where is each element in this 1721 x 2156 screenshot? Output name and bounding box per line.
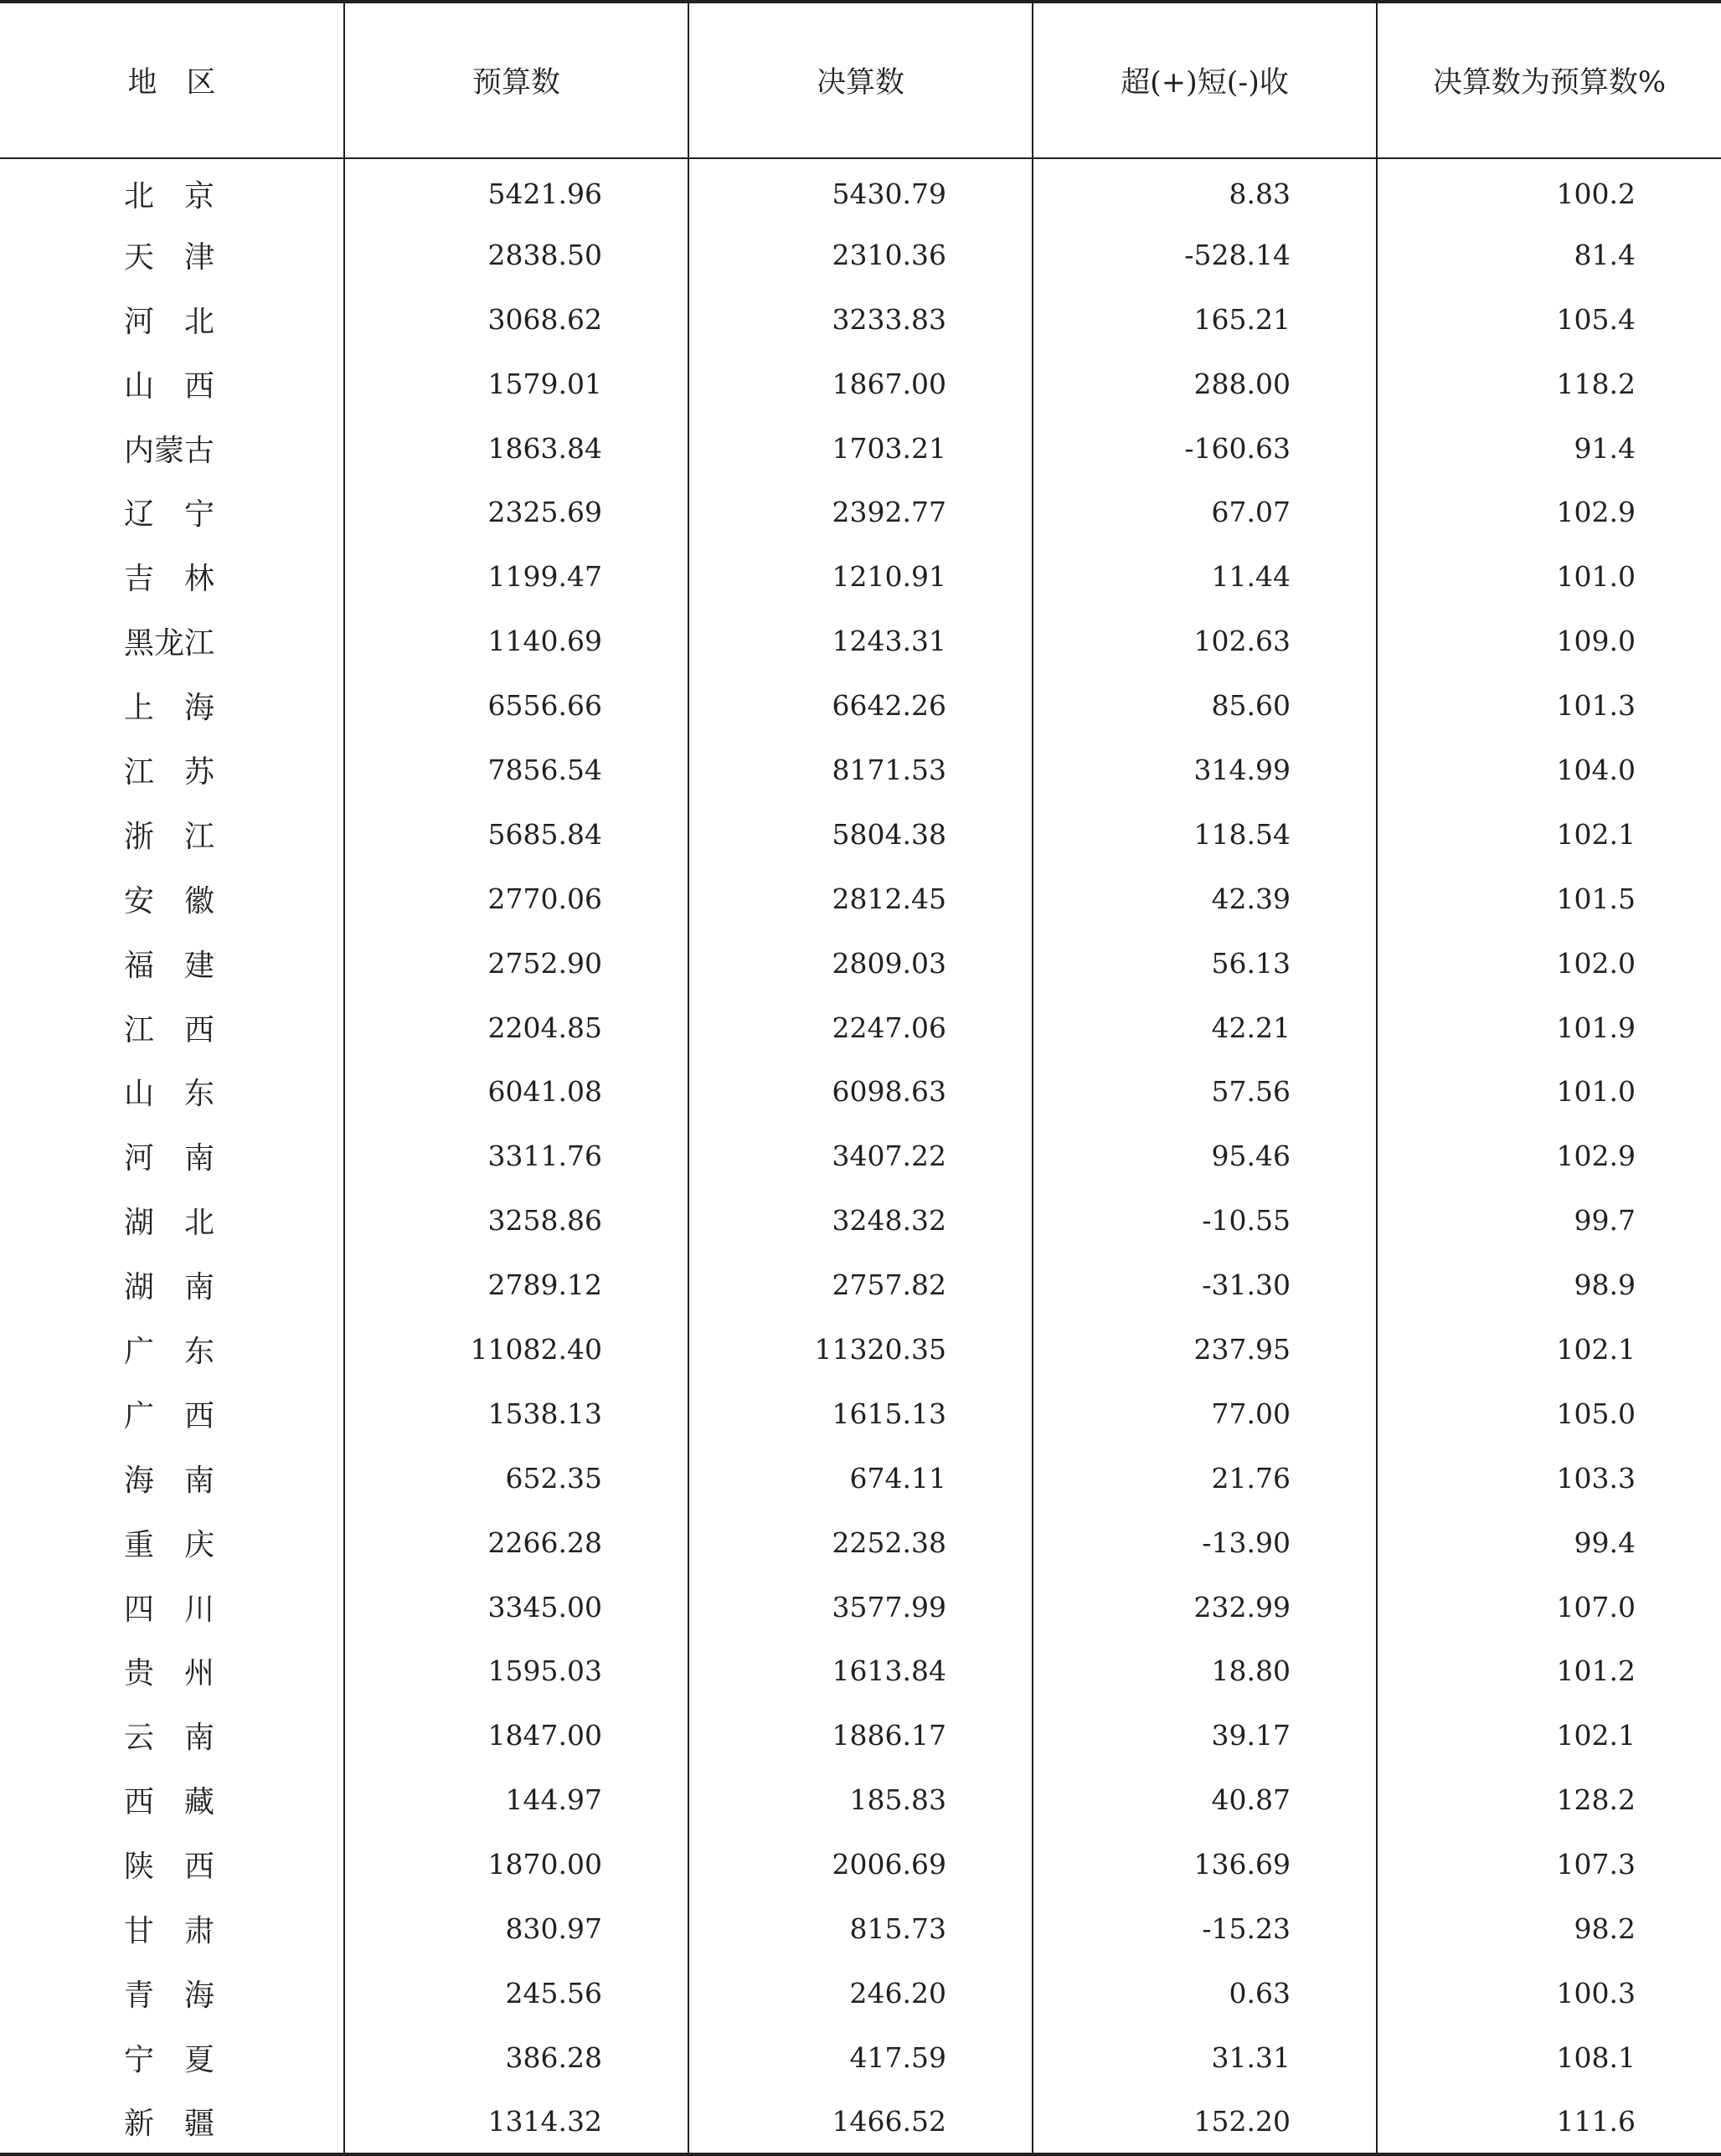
cell-final-pct: 107.0 xyxy=(1556,1590,1636,1623)
cell-final-pct: 101.3 xyxy=(1556,689,1636,723)
table-row xyxy=(0,673,1721,738)
cell-over-short: 8.83 xyxy=(1033,158,1377,223)
table-row xyxy=(0,1253,1721,1317)
cell-budget: 5685.84 xyxy=(344,802,688,867)
cell-budget: 11082.40 xyxy=(344,1317,688,1382)
table-row xyxy=(0,609,1721,673)
cell-final-pct: 104.0 xyxy=(1556,753,1636,786)
cell-budget: 144.97 xyxy=(344,1768,688,1832)
cell-final-pct: 109.0 xyxy=(1556,625,1636,658)
cell-over-short: 136.69 xyxy=(1033,1832,1377,1896)
cell-final-pct: 108.1 xyxy=(1556,2040,1636,2074)
cell-region: 云 南 xyxy=(0,1703,344,1768)
header-budget: 预算数 xyxy=(344,2,688,158)
cell-region: 青 海 xyxy=(0,1961,344,2025)
cell-final: 8171.53 xyxy=(688,738,1033,802)
cell-final: 6098.63 xyxy=(688,1059,1033,1124)
cell-region: 河 北 xyxy=(0,287,344,352)
cell-final: 1466.52 xyxy=(688,2090,1033,2154)
cell-region: 海 南 xyxy=(0,1446,344,1510)
cell-final: 3233.83 xyxy=(688,287,1033,352)
cell-final-pct: 98.9 xyxy=(1574,1268,1636,1302)
cell-budget: 1199.47 xyxy=(344,544,688,609)
table-body xyxy=(0,158,1721,2154)
cell-final: 815.73 xyxy=(688,1896,1033,1961)
cell-region: 广 西 xyxy=(0,1382,344,1446)
cell-region: 宁 夏 xyxy=(0,2025,344,2090)
cell-over-short: 56.13 xyxy=(1033,931,1377,996)
cell-region: 黑龙江 xyxy=(0,609,344,673)
cell-region: 贵 州 xyxy=(0,1639,344,1703)
table-row xyxy=(0,1703,1721,1768)
cell-over-short: 57.56 xyxy=(1033,1059,1377,1124)
table-row xyxy=(0,1896,1721,1961)
cell-final-pct: 101.9 xyxy=(1556,1011,1636,1044)
cell-region: 四 川 xyxy=(0,1575,344,1639)
cell-final-pct: 101.0 xyxy=(1556,560,1636,594)
cell-region: 吉 林 xyxy=(0,544,344,609)
cell-final-pct: 102.9 xyxy=(1556,1140,1636,1173)
cell-budget: 2325.69 xyxy=(344,480,688,544)
cell-over-short: 237.95 xyxy=(1033,1317,1377,1382)
cell-budget: 386.28 xyxy=(344,2025,688,2090)
cell-budget: 3311.76 xyxy=(344,1124,688,1188)
table-row xyxy=(0,1317,1721,1382)
cell-final-pct: 102.1 xyxy=(1556,817,1636,851)
cell-final: 2252.38 xyxy=(688,1510,1033,1575)
cell-final: 1703.21 xyxy=(688,416,1033,481)
cell-region: 甘 肃 xyxy=(0,1896,344,1961)
cell-final-pct: 105.0 xyxy=(1556,1397,1636,1430)
cell-budget: 1538.13 xyxy=(344,1382,688,1446)
cell-final: 2809.03 xyxy=(688,931,1033,996)
cell-final-pct: 100.3 xyxy=(1556,1976,1636,2009)
cell-budget: 3345.00 xyxy=(344,1575,688,1639)
table-row xyxy=(0,738,1721,802)
cell-over-short: -13.90 xyxy=(1033,1510,1377,1575)
table-row xyxy=(0,2025,1721,2090)
cell-over-short: 314.99 xyxy=(1033,738,1377,802)
table-header xyxy=(0,2,1721,158)
cell-final: 1243.31 xyxy=(688,609,1033,673)
cell-region: 西 藏 xyxy=(0,1768,344,1832)
table-row xyxy=(0,544,1721,609)
cell-over-short: 232.99 xyxy=(1033,1575,1377,1639)
cell-budget: 2838.50 xyxy=(344,223,688,287)
cell-final: 5804.38 xyxy=(688,802,1033,867)
cell-over-short: 77.00 xyxy=(1033,1382,1377,1446)
cell-region: 湖 北 xyxy=(0,1188,344,1253)
cell-budget: 1140.69 xyxy=(344,609,688,673)
cell-region: 北 京 xyxy=(0,158,344,223)
cell-final: 3248.32 xyxy=(688,1188,1033,1253)
cell-final: 6642.26 xyxy=(688,673,1033,738)
table-row xyxy=(0,802,1721,867)
cell-final: 417.59 xyxy=(688,2025,1033,2090)
cell-final-pct: 102.9 xyxy=(1556,496,1636,529)
cell-final-pct: 103.3 xyxy=(1556,1461,1636,1495)
cell-final-pct: 105.4 xyxy=(1556,302,1636,336)
cell-over-short: -31.30 xyxy=(1033,1253,1377,1317)
cell-final-pct: 101.2 xyxy=(1556,1654,1636,1688)
cell-budget: 5421.96 xyxy=(344,158,688,223)
cell-budget: 245.56 xyxy=(344,1961,688,2025)
cell-over-short: -15.23 xyxy=(1033,1896,1377,1961)
cell-final-pct: 91.4 xyxy=(1574,431,1636,465)
table-row xyxy=(0,867,1721,931)
cell-region: 安 徽 xyxy=(0,867,344,931)
table-row xyxy=(0,223,1721,287)
table-row xyxy=(0,1575,1721,1639)
cell-final-pct: 107.3 xyxy=(1556,1848,1636,1881)
cell-region: 河 南 xyxy=(0,1124,344,1188)
cell-budget: 3258.86 xyxy=(344,1188,688,1253)
header-over-short: 超(+)短(-)收 xyxy=(1033,2,1377,158)
cell-budget: 1314.32 xyxy=(344,2090,688,2154)
cell-region: 内蒙古 xyxy=(0,416,344,481)
cell-budget: 7856.54 xyxy=(344,738,688,802)
cell-over-short: 95.46 xyxy=(1033,1124,1377,1188)
table-row xyxy=(0,416,1721,481)
cell-budget: 2204.85 xyxy=(344,996,688,1060)
cell-region: 新 疆 xyxy=(0,2090,344,2154)
cell-budget: 1595.03 xyxy=(344,1639,688,1703)
cell-region: 浙 江 xyxy=(0,802,344,867)
cell-region: 天 津 xyxy=(0,223,344,287)
table-row xyxy=(0,2090,1721,2154)
cell-region: 重 庆 xyxy=(0,1510,344,1575)
cell-over-short: 67.07 xyxy=(1033,480,1377,544)
cell-over-short: 165.21 xyxy=(1033,287,1377,352)
cell-budget: 2789.12 xyxy=(344,1253,688,1317)
cell-budget: 2266.28 xyxy=(344,1510,688,1575)
cell-final: 2392.77 xyxy=(688,480,1033,544)
table-row xyxy=(0,1768,1721,1832)
cell-final-pct: 81.4 xyxy=(1574,238,1636,271)
cell-region: 陕 西 xyxy=(0,1832,344,1896)
cell-final-pct: 98.2 xyxy=(1574,1912,1636,1945)
table-row xyxy=(0,1124,1721,1188)
cell-region: 湖 南 xyxy=(0,1253,344,1317)
cell-over-short: 42.21 xyxy=(1033,996,1377,1060)
cell-final-pct: 99.4 xyxy=(1574,1526,1636,1559)
cell-final-pct: 102.1 xyxy=(1556,1719,1636,1752)
cell-final-pct: 100.2 xyxy=(1556,178,1636,211)
table-row xyxy=(0,1059,1721,1124)
cell-final: 3577.99 xyxy=(688,1575,1033,1639)
cell-final: 1210.91 xyxy=(688,544,1033,609)
cell-budget: 6041.08 xyxy=(344,1059,688,1124)
cell-budget: 3068.62 xyxy=(344,287,688,352)
cell-final: 11320.35 xyxy=(688,1317,1033,1382)
table-row xyxy=(0,1510,1721,1575)
table-row xyxy=(0,158,1721,223)
table-row xyxy=(0,1832,1721,1896)
cell-over-short: 42.39 xyxy=(1033,867,1377,931)
cell-final: 1867.00 xyxy=(688,352,1033,416)
cell-over-short: 11.44 xyxy=(1033,544,1377,609)
cell-final-pct: 128.2 xyxy=(1556,1783,1636,1817)
cell-final: 5430.79 xyxy=(688,158,1033,223)
table-row xyxy=(0,1446,1721,1510)
cell-final: 2812.45 xyxy=(688,867,1033,931)
cell-over-short: 152.20 xyxy=(1033,2090,1377,2154)
cell-final-pct: 101.5 xyxy=(1556,882,1636,915)
cell-over-short: 102.63 xyxy=(1033,609,1377,673)
cell-region: 福 建 xyxy=(0,931,344,996)
cell-over-short: 85.60 xyxy=(1033,673,1377,738)
cell-over-short: 0.63 xyxy=(1033,1961,1377,2025)
cell-final: 674.11 xyxy=(688,1446,1033,1510)
header-region: 地 区 xyxy=(0,2,344,158)
table-row xyxy=(0,1188,1721,1253)
cell-final: 2006.69 xyxy=(688,1832,1033,1896)
cell-over-short: 18.80 xyxy=(1033,1639,1377,1703)
table-row xyxy=(0,996,1721,1060)
cell-over-short: 118.54 xyxy=(1033,802,1377,867)
cell-over-short: -528.14 xyxy=(1033,223,1377,287)
header-final-pct-of-budget: 决算数为预算数% xyxy=(1377,2,1721,158)
cell-region: 江 苏 xyxy=(0,738,344,802)
cell-over-short: 288.00 xyxy=(1033,352,1377,416)
cell-over-short: -10.55 xyxy=(1033,1188,1377,1253)
cell-final: 1886.17 xyxy=(688,1703,1033,1768)
cell-over-short: 21.76 xyxy=(1033,1446,1377,1510)
cell-over-short: 40.87 xyxy=(1033,1768,1377,1832)
cell-budget: 1863.84 xyxy=(344,416,688,481)
cell-final: 246.20 xyxy=(688,1961,1033,2025)
table-row xyxy=(0,352,1721,416)
cell-final: 2310.36 xyxy=(688,223,1033,287)
cell-final-pct: 99.7 xyxy=(1574,1204,1636,1238)
cell-over-short: 31.31 xyxy=(1033,2025,1377,2090)
cell-budget: 6556.66 xyxy=(344,673,688,738)
cell-budget: 1870.00 xyxy=(344,1832,688,1896)
table-row xyxy=(0,1961,1721,2025)
cell-final-pct: 101.0 xyxy=(1556,1075,1636,1109)
cell-final: 2757.82 xyxy=(688,1253,1033,1317)
cell-region: 江 西 xyxy=(0,996,344,1060)
cell-final-pct: 118.2 xyxy=(1556,367,1636,400)
cell-final: 1613.84 xyxy=(688,1639,1033,1703)
cell-over-short: 39.17 xyxy=(1033,1703,1377,1768)
cell-budget: 2752.90 xyxy=(344,931,688,996)
cell-budget: 2770.06 xyxy=(344,867,688,931)
cell-budget: 652.35 xyxy=(344,1446,688,1510)
cell-final-pct: 111.6 xyxy=(1377,2090,1721,2154)
cell-final-pct: 102.1 xyxy=(1556,1332,1636,1366)
table-row xyxy=(0,931,1721,996)
cell-budget: 1847.00 xyxy=(344,1703,688,1768)
cell-region: 辽 宁 xyxy=(0,480,344,544)
table-row xyxy=(0,287,1721,352)
cell-final: 3407.22 xyxy=(688,1124,1033,1188)
header-row xyxy=(0,2,1721,158)
table-row xyxy=(0,1639,1721,1703)
cell-region: 上 海 xyxy=(0,673,344,738)
cell-final: 1615.13 xyxy=(688,1382,1033,1446)
cell-region: 广 东 xyxy=(0,1317,344,1382)
cell-budget: 830.97 xyxy=(344,1896,688,1961)
table-row xyxy=(0,1382,1721,1446)
cell-final-pct: 102.0 xyxy=(1556,946,1636,980)
cell-region: 山 西 xyxy=(0,352,344,416)
cell-final: 2247.06 xyxy=(688,996,1033,1060)
cell-region: 山 东 xyxy=(0,1059,344,1124)
table-row xyxy=(0,480,1721,544)
cell-final: 185.83 xyxy=(688,1768,1033,1832)
header-final: 决算数 xyxy=(688,2,1033,158)
cell-budget: 1579.01 xyxy=(344,352,688,416)
cell-over-short: -160.63 xyxy=(1033,416,1377,481)
